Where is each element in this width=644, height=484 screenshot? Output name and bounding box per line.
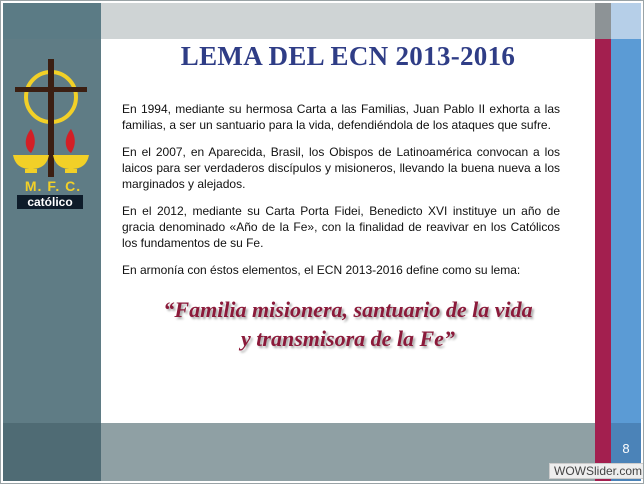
right-stripe-gray (595, 3, 611, 39)
paragraph-2007: En el 2007, en Aparecida, Brasil, los Obispos de Latinoamérica convocan a los laicos para ser verdaderos discípulos y misioneros, llevando la buena nueva a los marginados y alejados. (122, 145, 560, 191)
top-left-block (3, 3, 101, 39)
slide-body (122, 101, 560, 289)
right-stripe-blue (611, 39, 641, 481)
bottom-left-block (3, 423, 101, 481)
logo-mfc-text: M. F. C. (24, 178, 82, 194)
quote-line-2: y transmisora de la Fe” (241, 326, 455, 351)
paragraph-2012: En el 2012, mediante su Carta Porta Fidei, Benedicto XVI instituye un año de gracia denominado «Año de la Fe», con la finalidad de reavivar en los Católicos los fundamentos de su Fe. (122, 204, 560, 250)
slide-title: LEMA DEL ECN 2013-2016 (180, 41, 516, 71)
page-number: 8 (622, 441, 630, 456)
right-top-blue (611, 3, 641, 39)
bottom-bar (101, 423, 595, 481)
top-bar (101, 3, 595, 39)
logo-catolico-text: católico (17, 195, 83, 209)
right-stripe-maroon (595, 3, 611, 481)
watermark-link[interactable]: WOWSlider.com (549, 463, 644, 479)
quote-line-1: “Familia misionera, santuario de la vida (163, 297, 533, 322)
paragraph-1994: En 1994, mediante su hermosa Carta a las Familias, Juan Pablo II exhorta a las familias, a ser un santuario para la vida, defendiéndola de los ataques que sufre. (122, 102, 560, 132)
cross-ring-icon (3, 53, 101, 183)
lema-quote (105, 295, 591, 353)
paragraph-lema-intro: En armonía con éstos elementos, el ECN 2013-2016 define como su lema: (122, 263, 521, 277)
